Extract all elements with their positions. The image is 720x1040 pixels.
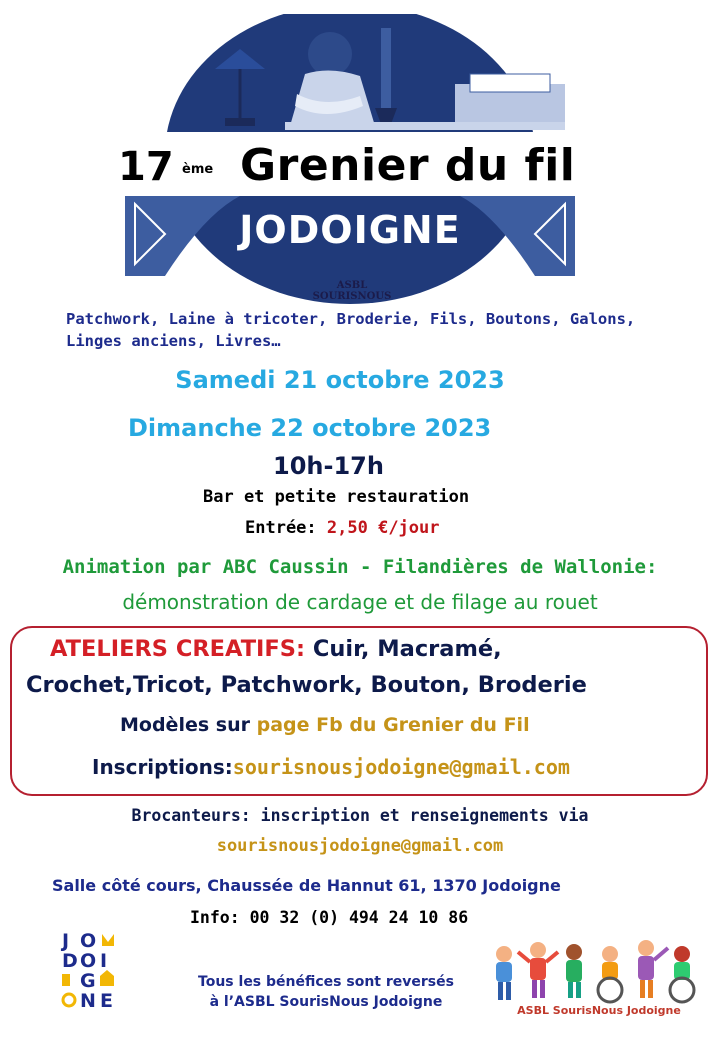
- entry-fee: [245, 518, 440, 538]
- signup-label: Inscriptions:: [92, 755, 233, 779]
- entry-price: 2,50 €/jour: [326, 518, 440, 538]
- jodoigne-logo: [60, 930, 124, 1012]
- date-saturday: Samedi 21 octobre 2023: [175, 366, 505, 394]
- footnote: [168, 972, 484, 1012]
- asbl-caption: ASBL SourisNous Jodoigne: [517, 1004, 681, 1017]
- workshops-models: [120, 714, 530, 736]
- models-link[interactable]: page Fb du Grenier du Fil: [256, 714, 530, 736]
- brocanteurs-text: Brocanteurs: inscription et renseignements via: [131, 806, 589, 825]
- info-phone: Info: 00 32 (0) 494 24 10 86: [190, 908, 469, 927]
- workshops-label: ATELIERS CREATIFS:: [50, 636, 305, 662]
- workshops-signup: [92, 755, 570, 779]
- bar-info: Bar et petite restauration: [203, 487, 470, 507]
- animation-title: Animation par ABC Caussin - Filandières de Wallonie:: [62, 556, 658, 578]
- workshops-list-a: Cuir, Macramé,: [312, 636, 502, 662]
- asbl-badge: ASBL SOURISNOUS: [312, 280, 392, 302]
- products-list: Patchwork, Laine à tricoter, Broderie, Fils, Boutons, Galons, Linges anciens, Livres…: [66, 310, 636, 350]
- event-title: [118, 140, 588, 196]
- footnote-line-1: Tous les bénéfices sont reversés: [198, 974, 454, 990]
- workshops-list-b: Crochet,Tricot, Patchwork, Bouton, Broderie: [26, 672, 587, 698]
- venue-address: Salle côté cours, Chaussée de Hannut 61, 1370 Jodoigne: [52, 876, 561, 895]
- edition-number: 17: [118, 144, 174, 190]
- svg-text:J: J: [62, 930, 70, 952]
- brocanteurs-email-link[interactable]: sourisnousjodoigne@gmail.com: [216, 836, 504, 856]
- asbl-children-illustration: [486, 932, 712, 1004]
- svg-text:D: D: [62, 950, 78, 972]
- svg-text:G: G: [80, 970, 96, 992]
- opening-hours: 10h-17h: [273, 452, 384, 480]
- svg-text:I: I: [100, 950, 108, 972]
- signup-email-link[interactable]: sourisnousjodoigne@gmail.com: [232, 755, 570, 779]
- footnote-line-2: à l’ASBL SourisNous Jodoigne: [209, 994, 443, 1010]
- entry-label: Entrée:: [245, 518, 317, 538]
- svg-text:O: O: [80, 950, 97, 972]
- event-name: Grenier du fil: [240, 140, 576, 191]
- svg-text:N: N: [80, 990, 96, 1012]
- edition-suffix: ème: [182, 162, 214, 177]
- city-title: JODOIGNE: [239, 208, 461, 252]
- date-sunday: Dimanche 22 octobre 2023: [128, 414, 492, 442]
- models-prefix: Modèles sur: [120, 714, 250, 736]
- svg-text:E: E: [100, 990, 113, 1012]
- workshops-line-1: [50, 636, 502, 662]
- svg-text:O: O: [80, 930, 97, 952]
- animation-description: démonstration de cardage et de filage au rouet: [122, 590, 598, 614]
